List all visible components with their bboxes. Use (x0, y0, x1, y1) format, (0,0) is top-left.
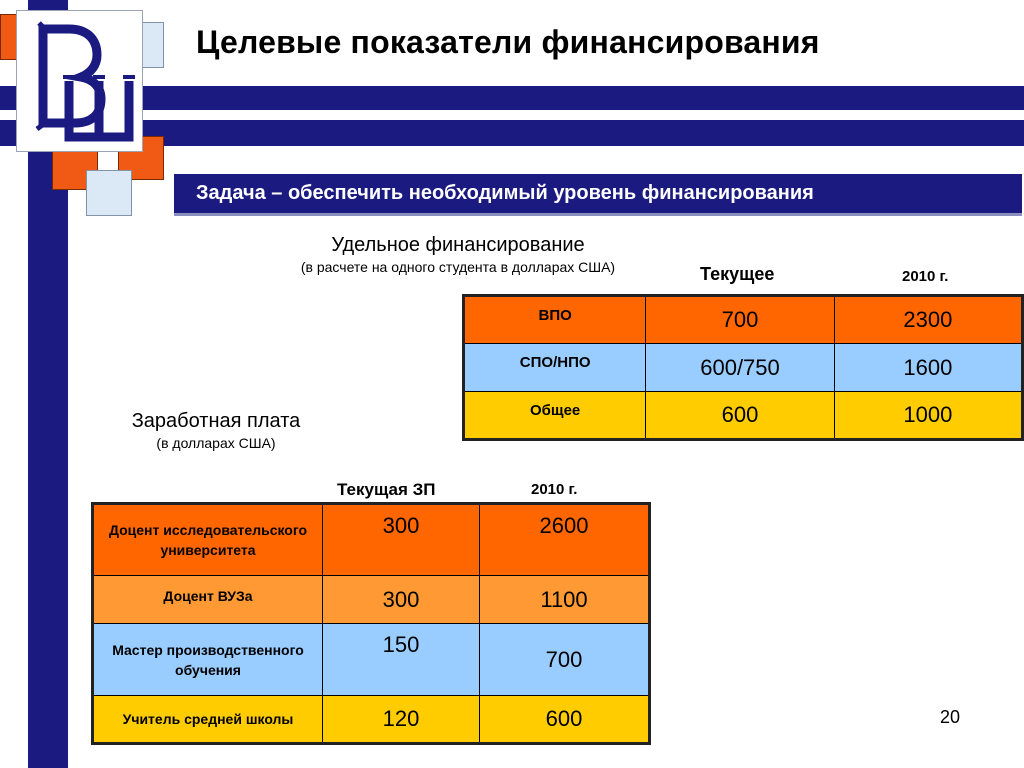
slide-title: Целевые показатели финансирования (196, 24, 820, 60)
salary-table (91, 502, 651, 745)
value-current: 300 (323, 504, 480, 576)
logo-emblem-icon (17, 11, 142, 151)
frame-horizontal-bar-top (0, 86, 1024, 110)
task-banner-text: Задача – обеспечить необходимый уровень финансирования (196, 182, 814, 204)
hse-logo (16, 10, 143, 152)
task-banner (174, 174, 1022, 216)
value-current: 120 (323, 696, 480, 744)
value-current: 600/750 (646, 344, 834, 392)
value-2010: 600 (480, 696, 650, 744)
table-row (93, 576, 650, 624)
value-current: 300 (323, 576, 480, 624)
salary-caption-title: Заработная плата (131, 410, 301, 432)
funding-col-2010: 2010 г. (902, 268, 949, 285)
row-label: Мастер производственного обучения (93, 624, 323, 696)
decor-square-light (86, 170, 132, 216)
table-row (464, 392, 1023, 440)
value-current: 700 (646, 296, 834, 344)
table-row (464, 296, 1023, 344)
funding-caption-title: Удельное финансирование (331, 234, 585, 256)
table-row (93, 696, 650, 744)
value-current: 600 (646, 392, 834, 440)
table-row (93, 624, 650, 696)
row-label: Общее (464, 392, 646, 440)
row-label: Учитель средней школы (93, 696, 323, 744)
table-row (464, 344, 1023, 392)
salary-caption-subtitle: (в долларах США) (156, 435, 276, 451)
funding-col-current: Текущее (700, 264, 775, 284)
value-2010: 700 (480, 624, 650, 696)
value-2010: 1100 (480, 576, 650, 624)
value-2010: 1000 (834, 392, 1022, 440)
value-current: 150 (323, 624, 480, 696)
salary-caption (96, 410, 336, 451)
salary-col-2010: 2010 г. (531, 481, 578, 498)
row-label: Доцент исследовательского университета (93, 504, 323, 576)
value-2010: 1600 (834, 344, 1022, 392)
row-label: Доцент ВУЗа (93, 576, 323, 624)
funding-table (462, 294, 1024, 441)
row-label: ВПО (464, 296, 646, 344)
value-2010: 2600 (480, 504, 650, 576)
funding-caption-subtitle: (в расчете на одного студента в долларах США) (300, 259, 616, 275)
page-number: 20 (940, 707, 961, 727)
row-label: СПО/НПО (464, 344, 646, 392)
table-row (93, 504, 650, 576)
funding-caption (258, 234, 658, 275)
value-2010: 2300 (834, 296, 1022, 344)
salary-col-current: Текущая ЗП (337, 480, 436, 499)
